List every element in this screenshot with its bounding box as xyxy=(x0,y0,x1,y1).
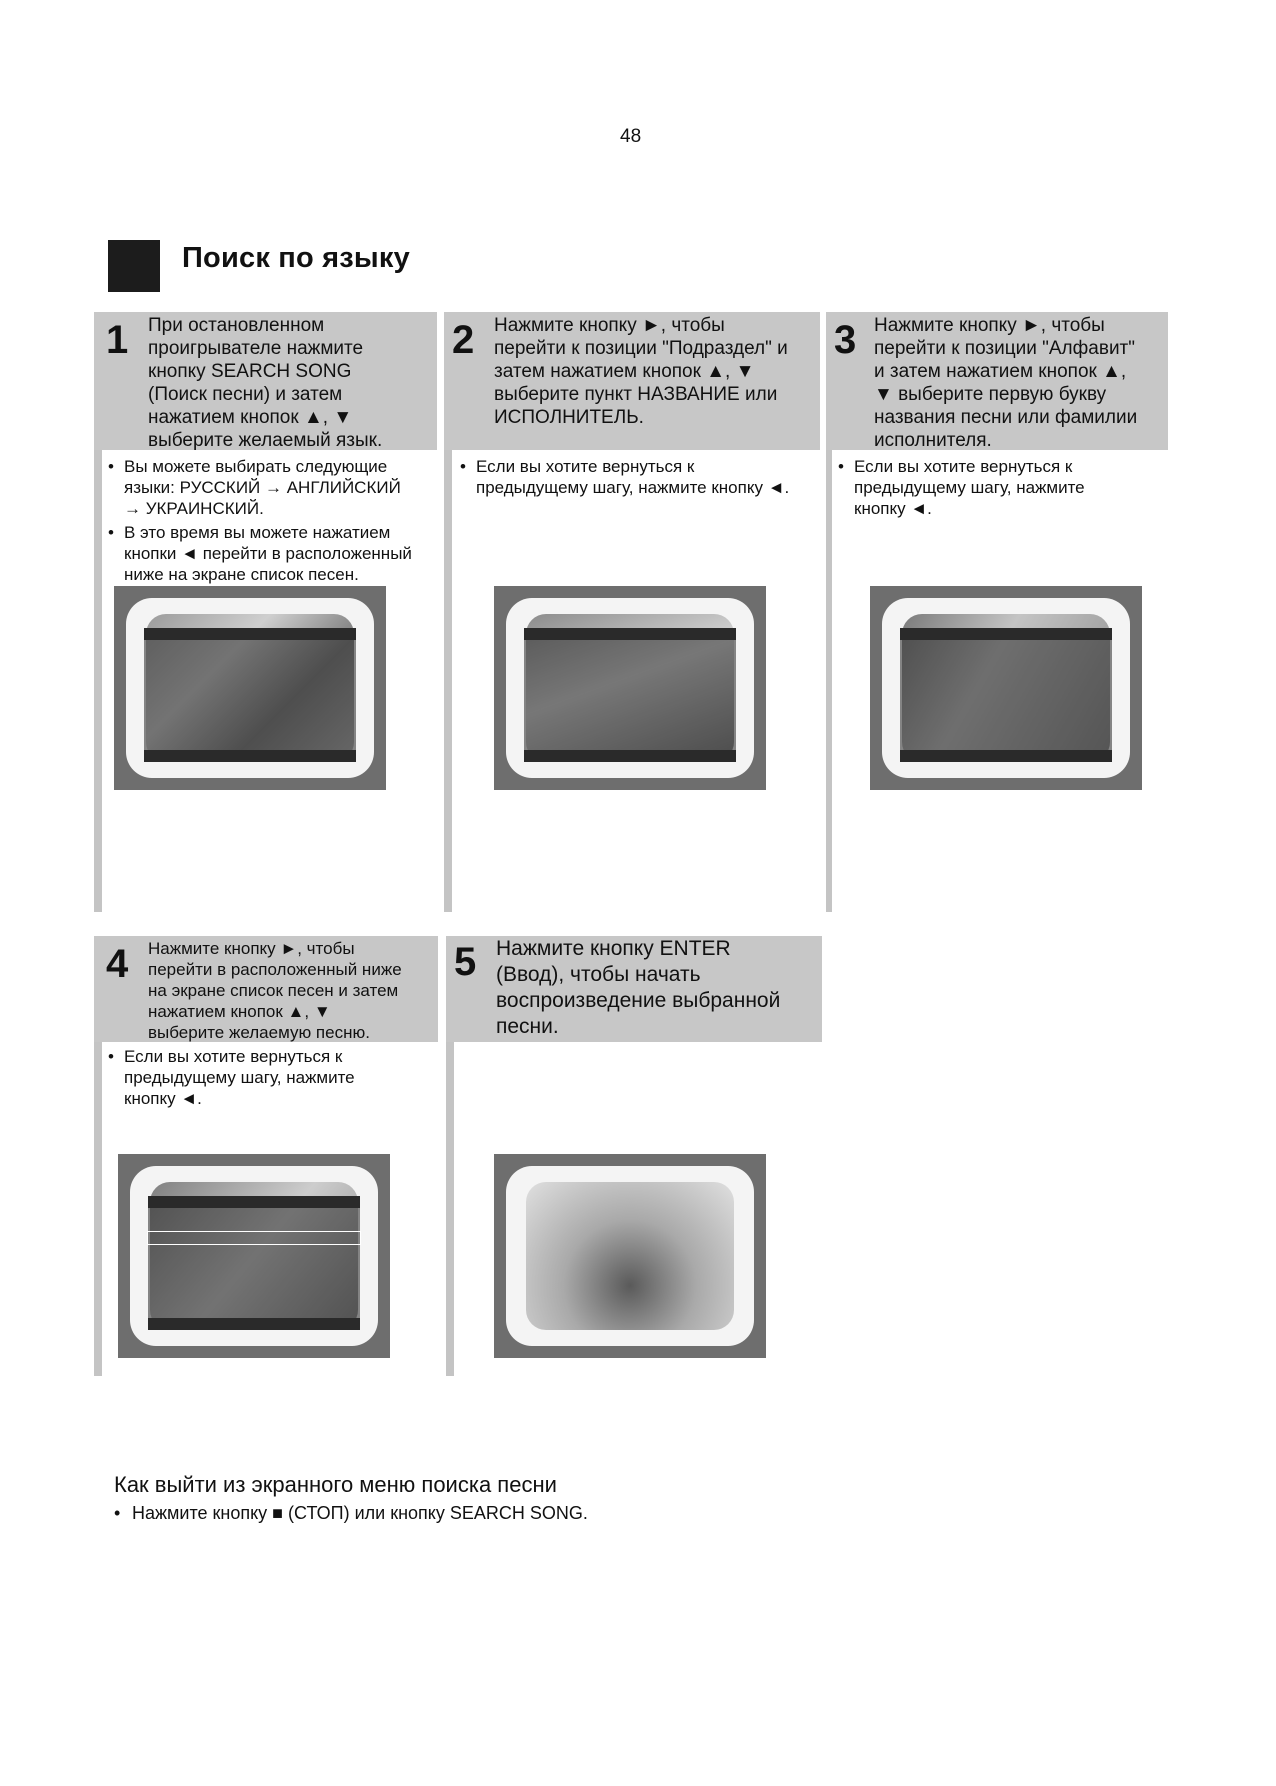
section-title: Поиск по языку xyxy=(182,242,410,274)
screen-step-3 xyxy=(870,586,1142,790)
step-3-note: • Если вы хотите вернуться к предыдущему шагу, нажмите кнопку ◄. xyxy=(838,456,1138,519)
step-3-text: Нажмите кнопку ►, чтобы перейти к позиции "Алфавит" и затем нажатием кнопок ▲, ▼ выберите первую букву названия песни или фамилии исполнителя. xyxy=(874,315,1138,451)
screen-step-2 xyxy=(494,586,766,790)
step-5-text: Нажмите кнопку ENTER (Ввод), чтобы начать воспроизведение выбранной песни. xyxy=(496,937,781,1038)
step-2-header xyxy=(444,312,820,450)
step-5-rule xyxy=(446,1042,454,1376)
step-5-header xyxy=(446,936,822,1042)
step-4-header xyxy=(94,936,438,1042)
step-4-note: • Если вы хотите вернуться к предыдущему шагу, нажмите кнопку ◄. xyxy=(108,1046,428,1109)
step-1-text: При остановленном проигрывателе нажмите кнопку SEARCH SONG (Поиск песни) и затем нажатием кнопок ▲, ▼ выберите желаемый язык. xyxy=(148,315,383,451)
step-1-number: 1 xyxy=(106,318,129,362)
step-1-note-a: • Вы можете выбирать следующие языки: РУССКИЙ → АНГЛИЙСКИЙ → УКРАИНСКИЙ. xyxy=(108,456,438,519)
step-1-rule xyxy=(94,450,102,912)
step-3-number: 3 xyxy=(834,318,857,362)
step-5-number: 5 xyxy=(454,940,477,984)
step-3-rule xyxy=(826,450,832,912)
title-marker xyxy=(108,240,160,292)
step-3-header xyxy=(826,312,1168,450)
step-4-number: 4 xyxy=(106,942,129,986)
step-2-number: 2 xyxy=(452,318,475,362)
step-1-note-b: • В это время вы можете нажатием кнопки ◄ перейти в расположенный ниже на экране список песен. xyxy=(108,522,438,585)
step-2-rule xyxy=(444,450,452,912)
page-number: 48 xyxy=(620,126,642,147)
step-2-text: Нажмите кнопку ►, чтобы перейти к позиции "Подраздел" и затем нажатием кнопок ▲, ▼ выберите пункт НАЗВАНИЕ или ИСПОЛНИТЕЛЬ. xyxy=(494,315,788,428)
step-4-rule xyxy=(94,1042,102,1376)
step-1-header xyxy=(94,312,437,450)
screen-step-4 xyxy=(118,1154,390,1358)
screen-step-5 xyxy=(494,1154,766,1358)
screen-step-1 xyxy=(114,586,386,790)
exit-note: • Нажмите кнопку ■ (СТОП) или кнопку SEARCH SONG. xyxy=(114,1503,588,1524)
step-4-text: Нажмите кнопку ►, чтобы перейти в расположенный ниже на экране список песен и затем нажатием кнопок ▲, ▼ выберите желаемую песню. xyxy=(148,939,402,1042)
step-2-note: • Если вы хотите вернуться к предыдущему шагу, нажмите кнопку ◄. xyxy=(460,456,820,498)
exit-heading: Как выйти из экранного меню поиска песни xyxy=(114,1472,557,1497)
